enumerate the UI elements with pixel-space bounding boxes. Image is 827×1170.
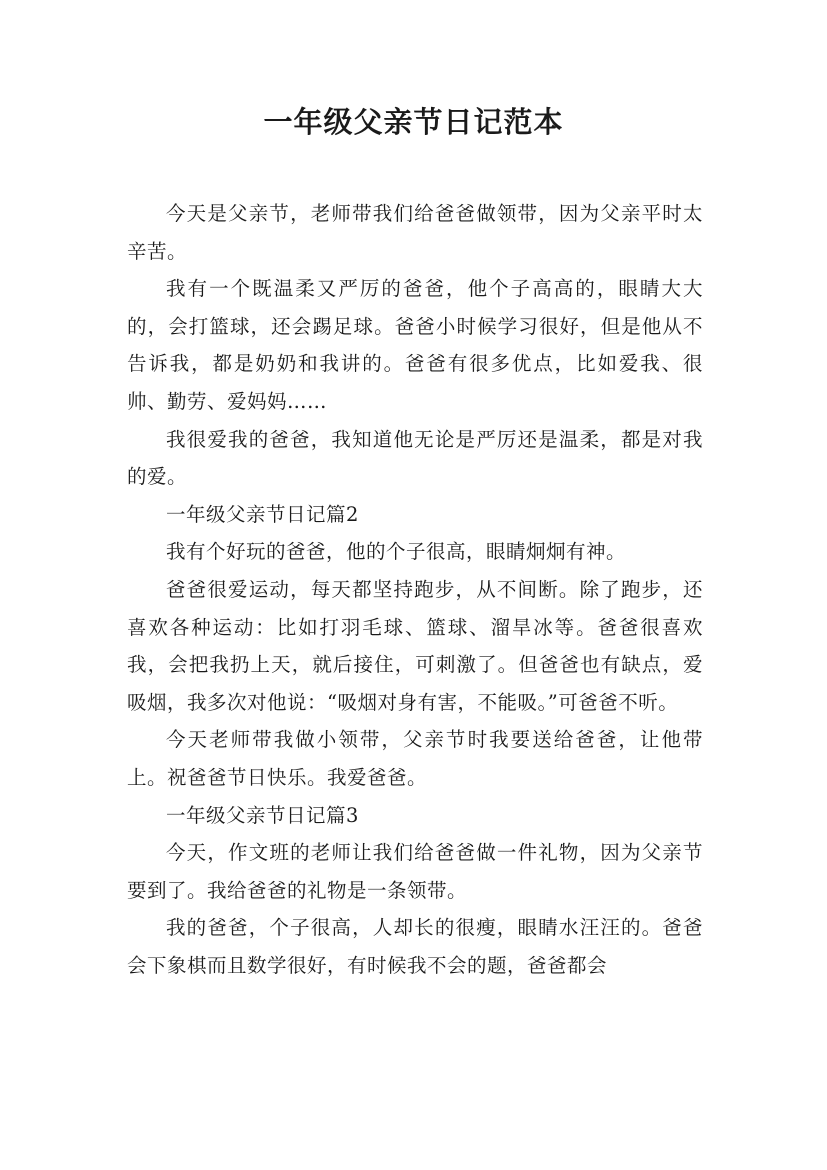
paragraph: 我有个好玩的爸爸，他的个子很高，眼睛炯炯有神。 [166, 540, 627, 564]
document-title: 一年级父亲节日记范本 [263, 105, 564, 139]
paragraph: 爸爸很爱运动，每天都坚持跑步，从不间断。除了跑步，还喜欢各种运动：比如打羽毛球、篮球、溜旱冰等。爸爸很喜欢我，会把我扔上天，就后接住，可刺激了。但爸爸也有缺点，爱吸烟，我多次对他说：“吸烟对身有害，不能吸。”可爸爸不听。 [127, 577, 703, 714]
document-body [127, 195, 703, 984]
paragraph: 我的爸爸，个子很高，人却长的很瘦，眼睛水汪汪的。爸爸会下象棋而且数学很好，有时候我不会的题，爸爸都会 [127, 916, 703, 977]
section-heading: 一年级父亲节日记篇3 [166, 803, 359, 827]
paragraph: 我很爱我的爸爸，我知道他无论是严厉还是温柔，都是对我的爱。 [127, 427, 703, 489]
section-heading: 一年级父亲节日记篇2 [166, 502, 359, 526]
paragraph: 今天老师带我做小领带，父亲节时我要送给爸爸，让他带上。祝爸爸节日快乐。我爱爸爸。 [127, 728, 703, 789]
paragraph: 我有一个既温柔又严厉的爸爸，他个子高高的，眼睛大大的，会打篮球，还会踢足球。爸爸小时候学习很好，但是他从不告诉我，都是奶奶和我讲的。爸爸有很多优点，比如爱我、很帅、勤劳、爱妈妈…… [127, 277, 703, 413]
paragraph: 今天，作文班的老师让我们给爸爸做一件礼物，因为父亲节要到了。我给爸爸的礼物是一条领带。 [127, 841, 703, 902]
paragraph: 今天是父亲节，老师带我们给爸爸做领带，因为父亲平时太辛苦。 [127, 202, 703, 263]
